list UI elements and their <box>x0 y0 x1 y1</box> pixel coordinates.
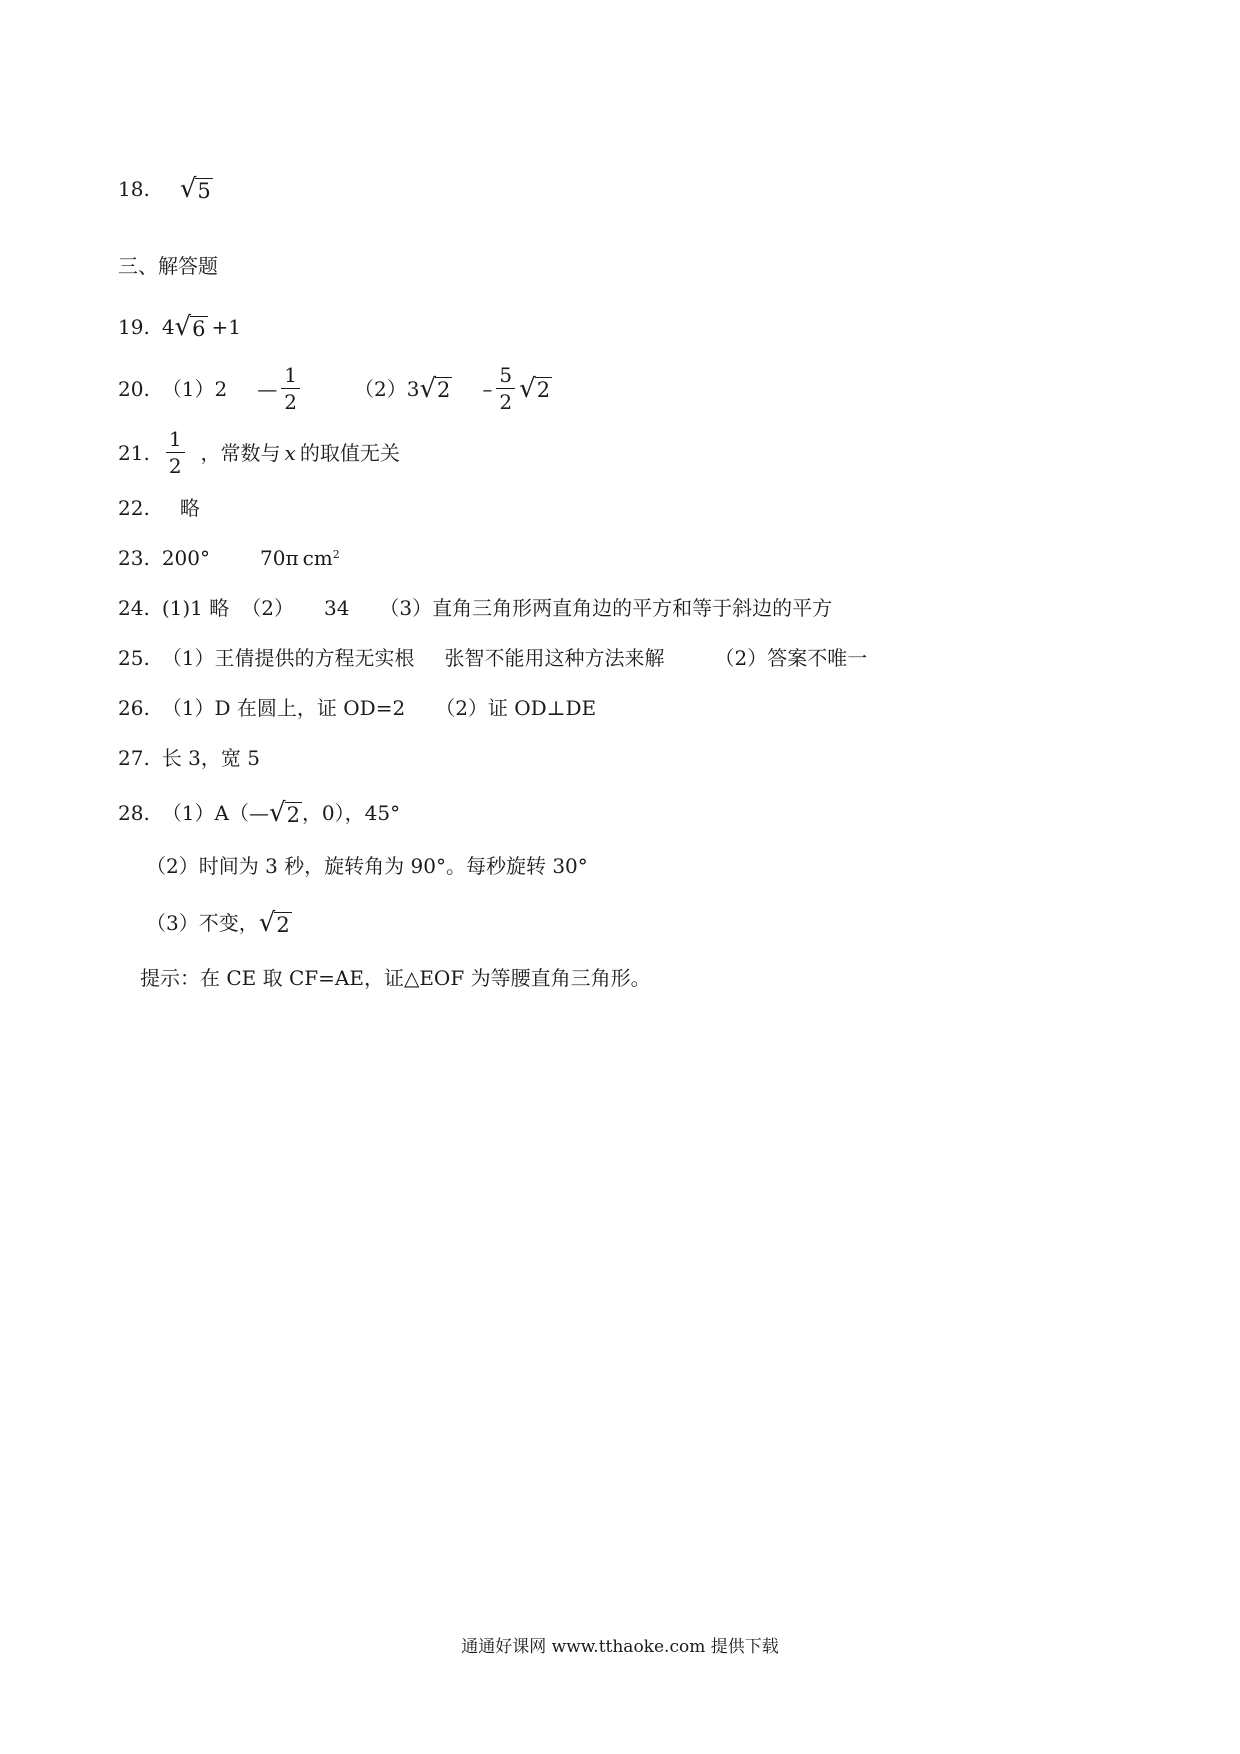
answer-27 <box>118 748 260 768</box>
question-number: 26. <box>118 696 150 720</box>
numerator: 1 <box>284 363 297 387</box>
radicand: 2 <box>437 378 451 403</box>
denominator: 2 <box>281 388 300 413</box>
answer-text: 长 3，宽 5 <box>161 746 260 770</box>
numerator: 1 <box>168 427 182 451</box>
answer-21 <box>118 428 400 477</box>
part-2: （2）证 OD⊥DE <box>435 696 597 720</box>
fraction <box>166 428 185 477</box>
question-number: 20. <box>118 376 150 401</box>
question-number: 25. <box>118 646 150 670</box>
tail-term: +1 <box>211 315 241 339</box>
radicand: 5 <box>197 178 211 203</box>
page-footer <box>0 1632 1240 1657</box>
part-1b: ，0），45° <box>301 801 401 825</box>
part-3: （3）直角三角形两直角边的平方和等于斜边的平方 <box>379 596 833 620</box>
denominator: 2 <box>166 452 185 477</box>
unit: cm <box>302 546 333 570</box>
sqrt-expression: √ 2 <box>258 908 290 938</box>
question-number: 18. <box>118 177 150 201</box>
numerator: 5 <box>499 363 513 387</box>
part-1: （1）D 在圆上，证 OD=2 <box>161 696 406 720</box>
part-1: （1）2 <box>161 376 228 401</box>
answer-19 <box>118 314 241 340</box>
part-1: (1)1 略 <box>161 596 230 620</box>
part-1: （1）王倩提供的方程无实根 <box>161 646 415 670</box>
hint-text: 提示：在 CE 取 CF=AE，证△EOF 为等腰直角三角形。 <box>140 966 651 990</box>
answer-text: （3）不变， <box>146 911 259 935</box>
unit-exponent: 2 <box>332 547 340 561</box>
minus-sign: – <box>482 376 493 401</box>
fraction <box>281 364 300 413</box>
answer-23 <box>118 548 340 568</box>
question-number: 28. <box>118 801 150 825</box>
question-number: 21. <box>118 440 150 465</box>
question-number: 27. <box>118 746 150 770</box>
radicand: 2 <box>536 378 551 403</box>
sqrt-expression: √ 2 <box>519 373 551 404</box>
answer-26 <box>118 698 596 718</box>
question-number: 19. <box>118 315 150 339</box>
part-2: （2）答案不唯一 <box>714 646 868 670</box>
answer-text: （2）时间为 3 秒，旋转角为 90°。每秒旋转 30° <box>146 854 588 878</box>
part-2: （2）3 <box>354 376 420 401</box>
radicand: 6 <box>192 316 206 341</box>
text-a: ，常数与 <box>200 440 281 465</box>
part-2: （2） <box>241 596 294 620</box>
minus-sign: — <box>257 376 278 401</box>
part-2-value: 34 <box>323 596 350 620</box>
radicand: 2 <box>286 802 300 827</box>
answer-28-part-2 <box>146 856 588 876</box>
answer-18 <box>118 176 213 202</box>
answer-20 <box>118 364 552 413</box>
sqrt-expression: √ 2 <box>268 798 300 828</box>
answer-text: 略 <box>179 496 200 520</box>
question-number: 24. <box>118 596 150 620</box>
hint-line <box>140 968 651 988</box>
answer-25 <box>118 648 867 668</box>
answer-22 <box>118 498 200 518</box>
sqrt-expression: √ 6 <box>174 312 206 342</box>
section-title-text: 三、解答题 <box>118 254 218 278</box>
coefficient: 4 <box>161 315 175 339</box>
part-1a: （1）A（— <box>161 801 269 825</box>
fraction <box>496 364 515 413</box>
footer-text: 通通好课网 www.tthaoke.com 提供下载 <box>461 1637 779 1657</box>
text-b: 的取值无关 <box>299 440 400 465</box>
answer-28-part-3 <box>146 910 292 936</box>
area-value: 70π <box>260 546 299 570</box>
sqrt-expression: √ 2 <box>419 373 451 404</box>
section-title <box>118 256 218 276</box>
denominator: 2 <box>496 388 515 413</box>
variable: x <box>284 440 296 465</box>
angle: 200° <box>161 546 210 570</box>
radicand: 2 <box>276 912 290 937</box>
answer-24 <box>118 598 832 618</box>
answer-28 <box>118 800 400 826</box>
part-1b: 张智不能用这种方法来解 <box>444 646 665 670</box>
question-number: 23. <box>118 546 150 570</box>
question-number: 22. <box>118 496 150 520</box>
sqrt-expression: √ 5 <box>179 174 211 204</box>
